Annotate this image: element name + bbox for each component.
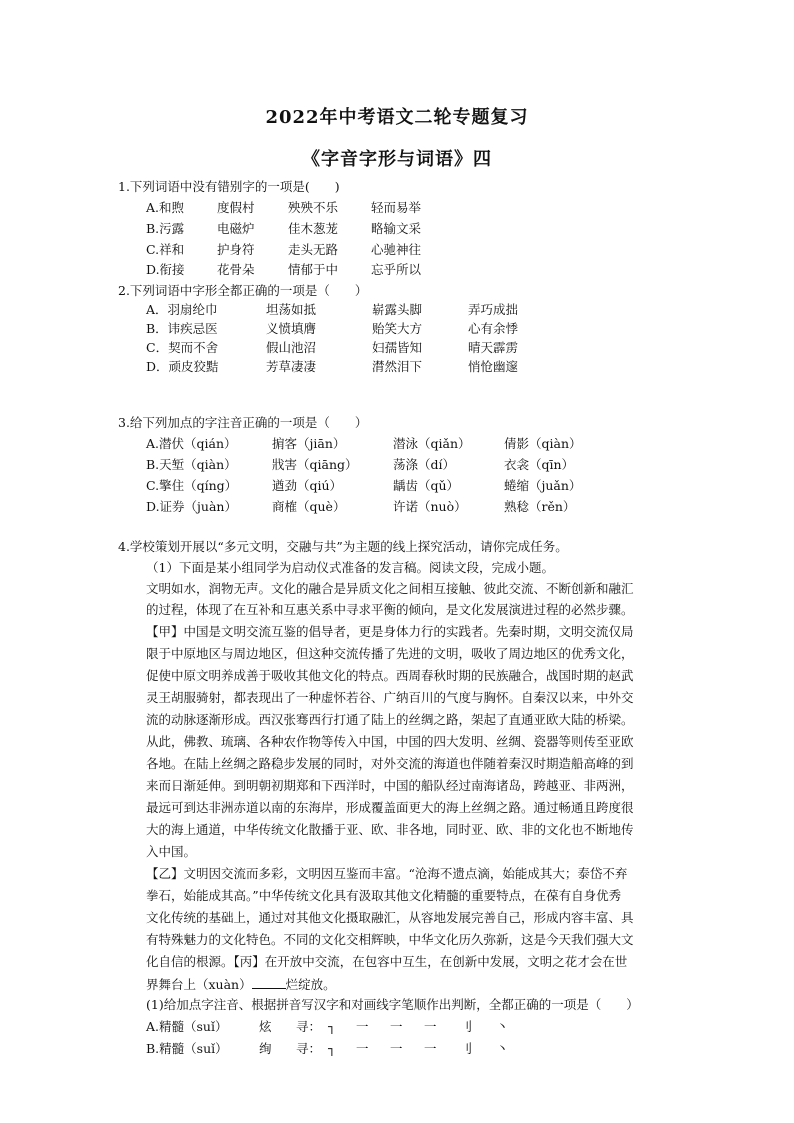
q4-question-1: (1)给加点字注音、根据拼音写汉字和对画线字笔顺作出判断，全都正确的一项是（ ） [146, 997, 639, 1012]
passage-line-11: 最远可到达非洲赤道以南的东海岸，形成覆盖面更大的海上丝绸之路。通过畅通且跨度很 [146, 800, 634, 815]
q3-b-2: 戕害（qiāng） [272, 457, 358, 472]
q1-b-4: 略输文采 [371, 221, 422, 236]
passage-line-17 [146, 934, 634, 947]
q2-d-4: 悄怆幽邃 [468, 359, 519, 374]
q1-a-3: 殃殃不乐 [288, 200, 339, 215]
q3-c-4: 蜷缩（juǎn） [504, 478, 582, 493]
q4-b-word: B.精髓（suǐ） [146, 1041, 228, 1056]
q2-b-1: B．讳疾忌医 [146, 321, 218, 336]
q2-b-3: 贻笑大方 [372, 321, 423, 336]
q1-a-4: 轻而易举 [371, 200, 422, 215]
q3-d-3: 许诺（nuò） [393, 499, 467, 514]
q1-a-1: A.和煦 [146, 200, 185, 215]
q3-b-3: 荡涤（dí） [393, 457, 455, 472]
q1-c-2: 护身符 [217, 242, 255, 257]
passage-line-19-end: 烂绽放。 [285, 977, 336, 992]
passage-line-7: 流的动脉逐渐形成。西汉张骞西行打通了陆上的丝绸之路，架起了直通亚欧大陆的桥梁。 [146, 712, 634, 727]
passage-line-2: 的过程，体现了在互补和互惠关系中寻求平衡的倾向，是文化发展演进过程的必然步骤。 [146, 602, 634, 617]
passage-line-16: 文化传统的基础上，通过对其他文化摄取融汇，从容地发展完善自己，形成内容丰富、具 [146, 910, 634, 925]
q4-b-char: 绚 [259, 1041, 272, 1056]
passage-line-18: 化自信的根源。【丙】在开放中交流，在包容中互生，在创新中发展，文明之花才会在世 [146, 954, 628, 969]
q4-a-stroke-4: 一 [424, 1019, 437, 1034]
q3-stem: 3.给下列加点的字注音正确的一项是（ ） [118, 415, 368, 430]
passage-line-10: 来而日渐延伸。到明朝初期郑和下西洋时，中国的船队经过南海诸岛，跨越亚、非两洲， [146, 778, 634, 793]
q4-a-stroke-label: 寻： [296, 1019, 322, 1034]
passage-line-14: 【乙】文明因交流而多彩，文明因互鉴而丰富。“沧海不遗点滴，始能成其大；泰岱不弃 [146, 866, 628, 881]
q4-a-stroke-6: 丶 [496, 1019, 509, 1034]
q1-c-3: 走头无路 [288, 242, 339, 257]
q3-d-4: 熟稔（rěn） [504, 499, 576, 514]
q3-a-1: A.潜伏（qián） [146, 436, 237, 451]
q1-d-2: 花骨朵 [217, 262, 255, 277]
q4-a-word: A.精髓（suǐ） [146, 1019, 228, 1034]
q3-a-4: 倩影（qiàn） [504, 436, 582, 451]
q4-b-stroke-4: 一 [424, 1041, 437, 1056]
q4-b-stroke-label: 寻： [296, 1041, 322, 1056]
q4-a-char: 炫 [259, 1019, 272, 1034]
passage-line-17-text: 有特殊魅力的文化特色。不同的文化交相辉映，中华文化历久弥新，这是今天我们强大文 [146, 932, 634, 947]
q1-d-3: 情郁于中 [288, 262, 339, 277]
q4-b-stroke-3: 一 [390, 1041, 403, 1056]
q2-a-1: A．羽扇纶巾 [146, 302, 218, 317]
passage-line-6: 灵王胡服骑射，都表现出了一种虚怀若谷、广纳百川的气度与胸怀。自秦汉以来，中外交 [146, 690, 634, 705]
q4-a-stroke-2: 一 [356, 1019, 369, 1034]
passage-line-19-text: 界舞台上（xuàn） [146, 977, 252, 992]
passage-line-12: 大的海上通道，中华传统文化散播于亚、欧、非各地，同时亚、欧、非的文化也不断地传 [146, 822, 634, 837]
passage-line-13: 入中国。 [146, 844, 197, 859]
q2-c-2: 假山池沼 [266, 340, 317, 355]
document-title: 2022年中考语文二轮专题复习 [265, 107, 529, 128]
passage-line-1: 文明如水，润物无声。文化的融合是异质文化之间相互接触、彼此交流、不断创新和融汇 [146, 581, 634, 596]
q3-c-1: C.擎住（qíng） [146, 478, 238, 493]
q1-c-4: 心驰神往 [371, 242, 422, 257]
q3-b-1: B.天堑（qiàn） [146, 457, 237, 472]
q1-b-1: B.污露 [146, 221, 185, 236]
q2-d-2: 芳草凄凄 [266, 359, 317, 374]
q4-sub1: （1）下面是某小组同学为启动仪式准备的发言稿。阅读文段，完成小题。 [146, 560, 554, 575]
q4-b-stroke-2: 一 [356, 1041, 369, 1056]
q2-c-1: C．契而不舍 [146, 340, 219, 355]
q2-stem: 2.下列词语中字形全都正确的一项是（ ） [118, 283, 368, 298]
passage-line-8: 从此，佛教、琉璃、各种农作物等传入中国，中国的四大发明、丝绸、瓷器等则传至亚欧 [146, 734, 634, 749]
passage-line-15: 拳石，始能成其高。”中华传统文化具有汲取其他文化精髓的重要特点，在葆有自身优秀 [146, 888, 622, 903]
q4-a-stroke-1: ┐ [328, 1019, 336, 1034]
passage-line-3: 【甲】中国是文明交流互鉴的倡导者，更是身体力行的实践者。先秦时期，文明交流仅局 [146, 624, 634, 639]
q2-b-2: 义愤填膺 [266, 321, 317, 336]
document-subtitle: 《字音字形与词语》四 [302, 149, 492, 170]
q2-a-3: 崭露头脚 [372, 302, 423, 317]
passage-line-9: 各地。在陆上丝绸之路稳步发展的同时，对外交流的海道也伴随着秦汉时期造船高峰的到 [146, 756, 634, 771]
q4-stem: 4.学校策划开展以“多元文明，交融与共”为主题的线上探究活动，请你完成任务。 [118, 539, 568, 554]
q4-b-stroke-5: 刂 [460, 1041, 473, 1056]
q3-a-2: 掮客（jiān） [272, 436, 346, 451]
q2-b-4: 心有余悸 [468, 321, 519, 336]
q2-a-4: 弄巧成拙 [468, 302, 519, 317]
q4-a-stroke-5: 刂 [460, 1019, 473, 1034]
q2-a-2: 坦荡如抵 [266, 302, 317, 317]
passage-line-5: 促使中原文明养成善于吸收其他文化的特点。西周春秋时期的民族融合，战国时期的赵武 [146, 668, 634, 683]
q1-b-3: 佳木葱茏 [288, 221, 339, 236]
q3-d-2: 商榷（què） [272, 499, 346, 514]
q1-d-1: D.衔接 [146, 262, 185, 277]
passage-line-19 [146, 978, 336, 992]
passage-line-4: 限于中原地区与周边地区，但这种交流传播了先进的文明，吸收了周边地区的优秀文化， [146, 646, 634, 661]
q2-d-1: D．顽皮狡黠 [146, 359, 219, 374]
q1-a-2: 度假村 [217, 200, 255, 215]
q3-c-2: 遒劲（qiú） [272, 478, 343, 493]
q1-c-1: C.祥和 [146, 242, 185, 257]
q2-d-3: 潸然泪下 [372, 359, 423, 374]
q2-c-4: 晴天霹雳 [468, 340, 519, 355]
q3-d-1: D.证券（juàn） [146, 499, 237, 514]
q1-b-2: 电磁炉 [217, 221, 255, 236]
q4-a-stroke-3: 一 [390, 1019, 403, 1034]
q4-b-stroke-6: 丶 [496, 1041, 509, 1056]
fill-blank[interactable] [252, 978, 286, 989]
q3-c-3: 龋齿（qǔ） [393, 478, 460, 493]
q1-stem: 1.下列词语中没有错别字的一项是( ) [118, 179, 340, 194]
q4-b-stroke-1: ┐ [328, 1041, 336, 1056]
q3-a-3: 潜泳（qiǎn） [393, 436, 471, 451]
q1-d-4: 忘乎所以 [371, 262, 422, 277]
q2-c-3: 妇孺皆知 [372, 340, 423, 355]
q3-b-4: 衣衾（qīn） [504, 457, 575, 472]
